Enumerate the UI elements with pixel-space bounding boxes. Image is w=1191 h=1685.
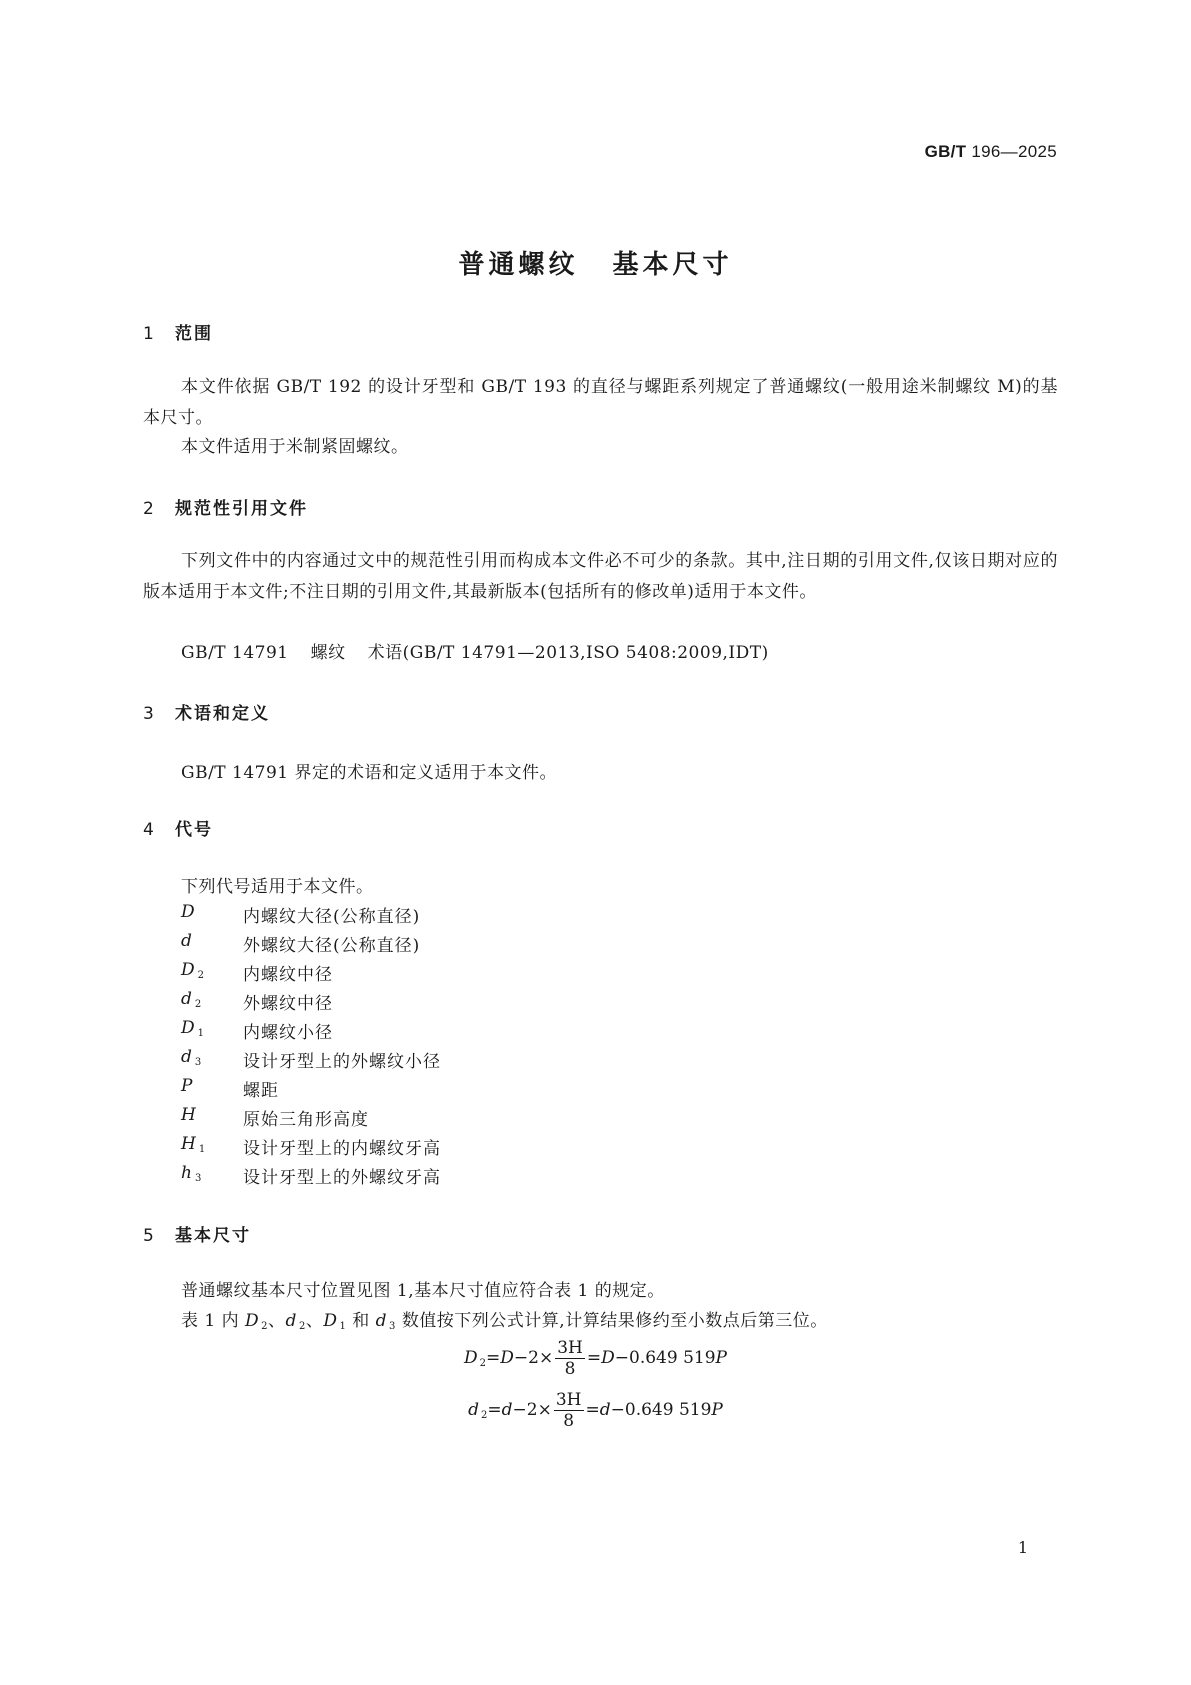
document-title xyxy=(0,244,1191,281)
section-number: 2 xyxy=(143,499,154,519)
reference-title-1: 螺纹 xyxy=(310,643,346,663)
section-2-heading xyxy=(143,494,308,519)
formula-operator: = xyxy=(487,1400,502,1420)
formula-fraction xyxy=(554,1390,584,1431)
symbol-description: 设计牙型上的内螺纹牙高 xyxy=(243,1139,441,1159)
formula-d2-external xyxy=(0,1390,1191,1431)
symbol-subscript: 3 xyxy=(194,1173,202,1184)
formula-operator: −2× xyxy=(512,1400,552,1420)
page-number: 1 xyxy=(1017,1538,1028,1557)
fraction-numerator: 3H xyxy=(555,1390,582,1410)
symbol-letter: d $_2$ xyxy=(181,989,202,1010)
symbol-description: 内螺纹小径 xyxy=(243,1023,333,1043)
reference-code: GB/T 14791 xyxy=(181,643,289,663)
section-3-heading xyxy=(143,699,270,724)
symbol-description: 设计牙型上的外螺纹牙高 xyxy=(243,1168,441,1188)
symbol-letter: D xyxy=(181,902,195,922)
normative-reference xyxy=(181,638,769,663)
section-1-heading xyxy=(143,319,213,344)
section-1-paragraph-1: 本文件依据 GB/T 192 的设计牙型和 GB/T 193 的直径与螺距系列规定了普通螺纹(一般用途米制螺纹 M)的基本尺寸。 xyxy=(143,377,1058,428)
symbols-intro: 下列代号适用于本文件。 xyxy=(181,877,374,897)
section-title: 基本尺寸 xyxy=(175,1226,251,1246)
symbol-letter: h $_3$ xyxy=(181,1163,202,1184)
standard-code xyxy=(925,142,1057,162)
title-part-1: 普通螺纹 xyxy=(458,250,579,280)
text-segment: 表 1 内 xyxy=(181,1311,240,1331)
text-segment: 数值按下列公式计算,计算结果修约至小数点后第三位。 xyxy=(401,1311,828,1331)
formula-operator: −2× xyxy=(513,1348,554,1368)
formula-subscript: 2 xyxy=(479,1358,487,1369)
standard-prefix: GB/T xyxy=(924,142,967,161)
symbol-description: 外螺纹中径 xyxy=(243,994,333,1014)
formula-symbol: D xyxy=(464,1348,478,1368)
symbol-letter: H $_1$ xyxy=(181,1134,206,1155)
formula-constant: −0.649 519 xyxy=(610,1400,712,1420)
section-5-paragraph-1: 普通螺纹基本尺寸位置见图 1,基本尺寸值应符合表 1 的规定。 xyxy=(181,1281,665,1301)
symbol-letter: H xyxy=(181,1105,196,1125)
formula-constant: −0.649 519 xyxy=(614,1348,716,1368)
symbol-letter: d $_3$ xyxy=(181,1047,202,1068)
section-title: 代号 xyxy=(175,820,213,840)
formula-symbol: P xyxy=(711,1400,723,1420)
formula-symbol: d xyxy=(599,1400,611,1420)
symbol-description: 内螺纹大径(公称直径) xyxy=(243,907,421,927)
symbol-subscript: 2 xyxy=(197,970,205,981)
formula-symbol: d xyxy=(468,1400,480,1420)
standard-number: 196—2025 xyxy=(971,142,1057,161)
formula-fraction xyxy=(555,1338,585,1379)
formula-operator: = xyxy=(586,1348,602,1368)
section-number: 4 xyxy=(143,820,154,840)
fraction-denominator: 8 xyxy=(564,1359,576,1379)
section-number: 5 xyxy=(143,1226,154,1246)
symbol-subscript: 3 xyxy=(194,1057,202,1068)
formula-operator: = xyxy=(486,1348,501,1368)
section-number: 3 xyxy=(143,704,154,724)
section-title: 范围 xyxy=(175,324,213,344)
section-3-paragraph: GB/T 14791 界定的术语和定义适用于本文件。 xyxy=(181,763,558,783)
symbol-description: 设计牙型上的外螺纹小径 xyxy=(243,1052,441,1072)
formula-symbol: D xyxy=(500,1348,514,1368)
section-number: 1 xyxy=(143,324,154,344)
section-title: 规范性引用文件 xyxy=(175,499,308,519)
symbol-letter: D $_1$ xyxy=(181,1018,205,1039)
section-2-paragraph: 下列文件中的内容通过文中的规范性引用而构成本文件必不可少的条款。其中,注日期的引用文件,仅该日期对应的版本适用于本文件;不注日期的引用文件,其最新版本(包括所有的修改单)适用于本文件。 xyxy=(143,551,1058,602)
section-5-heading xyxy=(143,1221,251,1246)
formula-symbol: P xyxy=(715,1348,727,1368)
formula-operator: = xyxy=(585,1400,600,1420)
reference-title-2: 术语(GB/T 14791—2013,ISO 5408:2009,IDT) xyxy=(367,643,769,663)
formula-subscript: 2 xyxy=(481,1410,488,1421)
fraction-numerator: 3H xyxy=(557,1338,583,1358)
symbol-description: 螺距 xyxy=(243,1081,279,1101)
section-1-paragraph-2: 本文件适用于米制紧固螺纹。 xyxy=(181,437,409,457)
formula-symbol: D xyxy=(601,1348,615,1368)
title-part-2: 基本尺寸 xyxy=(612,250,733,280)
symbol-subscript: 2 xyxy=(194,999,202,1010)
formula-symbol: d xyxy=(501,1400,513,1420)
symbol-letter: D $_2$ xyxy=(181,960,205,981)
section-title: 术语和定义 xyxy=(175,704,270,724)
fraction-denominator: 8 xyxy=(563,1411,575,1431)
symbol-description: 外螺纹大径(公称直径) xyxy=(243,936,421,956)
symbol-subscript: 1 xyxy=(197,1028,205,1039)
symbol-subscript: 1 xyxy=(198,1144,206,1155)
symbol-description: 原始三角形高度 xyxy=(243,1110,369,1130)
section-4-heading xyxy=(143,815,213,840)
symbol-description: 内螺纹中径 xyxy=(243,965,333,985)
formula-d2-internal xyxy=(0,1338,1191,1379)
symbol-letter: P xyxy=(181,1076,193,1096)
symbol-letter: d xyxy=(181,931,192,951)
section-5-paragraph-2: 表 1 内 D $_2$、d $_2$、D $_1$ 和 d $_3$ 数值按下列公式计算,计算结果修约至小数点后第三位。 xyxy=(181,1311,828,1332)
